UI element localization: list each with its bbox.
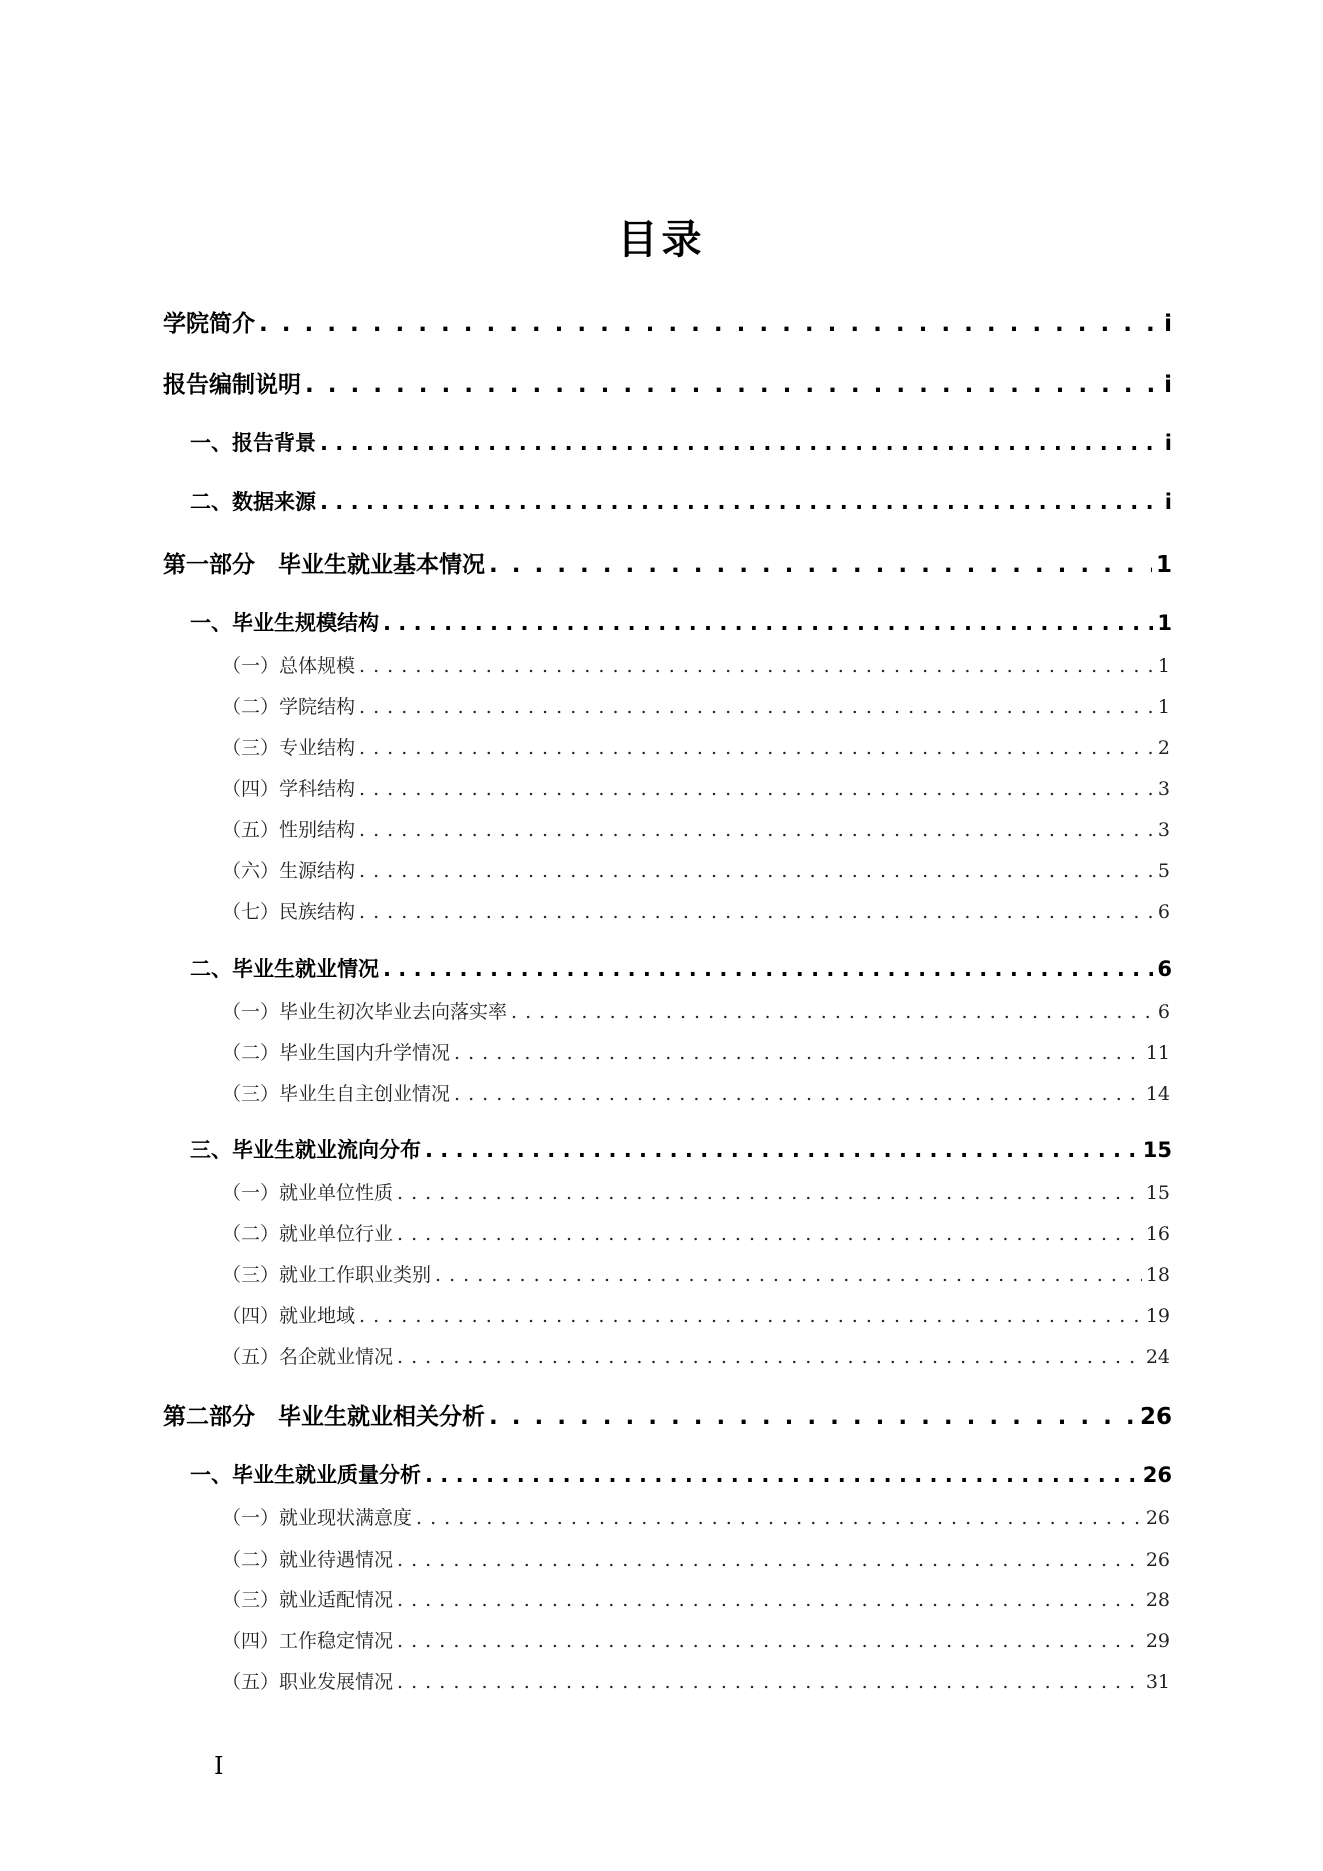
toc-entry-page: 6 [1157, 1001, 1170, 1023]
toc-entry-label: 第一部分 毕业生就业基本情况 [163, 552, 485, 578]
toc-entry-page: 18 [1145, 1264, 1170, 1286]
toc-entry-label: （四）学科结构 [222, 778, 356, 800]
toc-leader-dots [435, 1264, 1142, 1286]
toc-entry-page: 26 [1142, 1463, 1172, 1487]
toc-entry-page: 6 [1157, 901, 1170, 923]
toc-entry-page: 15 [1142, 1138, 1172, 1162]
toc-entry-label: （七）民族结构 [222, 901, 356, 923]
toc-entry[interactable] [222, 1545, 1170, 1575]
toc-entry-label: （一）总体规模 [222, 655, 356, 677]
toc-entry[interactable] [190, 953, 1172, 985]
toc-leader-dots [305, 372, 1160, 398]
toc-entry-page: 11 [1145, 1042, 1170, 1064]
toc-entry[interactable] [222, 1667, 1170, 1697]
toc-leader-dots [320, 431, 1161, 455]
toc-entry[interactable] [222, 1260, 1170, 1290]
toc-entry-label: （六）生源结构 [222, 860, 356, 882]
toc-entry[interactable] [190, 427, 1172, 459]
toc-entry-label: （一）就业现状满意度 [222, 1507, 413, 1529]
toc-entry-label: 一、报告背景 [190, 431, 316, 455]
toc-leader-dots [383, 611, 1153, 635]
toc-leader-dots [425, 1138, 1139, 1162]
toc-entry-page: 1 [1157, 611, 1172, 635]
toc-entry[interactable] [222, 651, 1170, 681]
toc-entry-label: （四）就业地域 [222, 1305, 356, 1327]
toc-entry[interactable] [190, 1134, 1172, 1166]
toc-entry-label: 二、数据来源 [190, 490, 316, 514]
toc-entry-page: 1 [1157, 655, 1170, 677]
toc-entry-label: 报告编制说明 [163, 372, 301, 398]
toc-entry-label: 二、毕业生就业情况 [190, 957, 379, 981]
toc-entry-page: i [1164, 311, 1172, 337]
page-number: I [214, 1752, 224, 1780]
toc-entry-page: 26 [1145, 1507, 1170, 1529]
toc-entry-page: 26 [1139, 1404, 1172, 1430]
toc-leader-dots [397, 1182, 1142, 1204]
toc-entry-label: （二）毕业生国内升学情况 [222, 1042, 451, 1064]
toc-leader-dots [397, 1589, 1142, 1611]
toc-entry[interactable] [222, 733, 1170, 763]
toc-entry-label: （五）性别结构 [222, 819, 356, 841]
toc-entry-label: 一、毕业生就业质量分析 [190, 1463, 421, 1487]
toc-entry-page: 19 [1145, 1305, 1170, 1327]
toc-leader-dots [416, 1507, 1142, 1529]
toc-entry-page: 29 [1145, 1630, 1170, 1652]
toc-entry-label: （三）专业结构 [222, 737, 356, 759]
toc-entry-label: （二）就业单位行业 [222, 1223, 394, 1245]
toc-entry-label: （三）就业工作职业类别 [222, 1264, 432, 1286]
toc-entry-page: 26 [1145, 1549, 1170, 1571]
toc-entry-page: i [1164, 490, 1172, 514]
toc-leader-dots [320, 490, 1161, 514]
toc-leader-dots [359, 737, 1154, 759]
toc-entry-label: （一）就业单位性质 [222, 1182, 394, 1204]
toc-leader-dots [397, 1223, 1142, 1245]
toc-entry-page: 14 [1145, 1083, 1170, 1105]
toc-leader-dots [359, 778, 1154, 800]
toc-entry[interactable] [163, 366, 1172, 400]
toc-entry-page: 5 [1157, 860, 1170, 882]
toc-entry-label: （一）毕业生初次毕业去向落实率 [222, 1001, 508, 1023]
toc-entry[interactable] [222, 1219, 1170, 1249]
toc-entry[interactable] [190, 607, 1172, 639]
toc-leader-dots [359, 901, 1154, 923]
toc-entry[interactable] [163, 305, 1172, 339]
toc-entry-page: 3 [1157, 819, 1170, 841]
toc-entry[interactable] [222, 774, 1170, 804]
toc-entry[interactable] [222, 997, 1170, 1027]
toc-entry-page: i [1164, 431, 1172, 455]
toc-leader-dots [454, 1042, 1142, 1064]
toc-entry-label: （二）就业待遇情况 [222, 1549, 394, 1571]
toc-entry-page: 15 [1145, 1182, 1170, 1204]
toc-entry-page: 24 [1145, 1346, 1170, 1368]
toc-entry[interactable] [222, 815, 1170, 845]
toc-entry-label: （四）工作稳定情况 [222, 1630, 394, 1652]
toc-entry-page: 1 [1155, 552, 1172, 578]
toc-entry-page: 16 [1145, 1223, 1170, 1245]
toc-title: 目录 [617, 217, 706, 263]
toc-entry-page: 28 [1145, 1589, 1170, 1611]
toc-leader-dots [454, 1083, 1142, 1105]
toc-entry-label: （三）毕业生自主创业情况 [222, 1083, 451, 1105]
toc-leader-dots [489, 1404, 1136, 1430]
toc-entry-label: 三、毕业生就业流向分布 [190, 1138, 421, 1162]
toc-entry[interactable] [222, 1626, 1170, 1656]
toc-leader-dots [397, 1671, 1142, 1693]
toc-entry-page: 3 [1157, 778, 1170, 800]
toc-entry[interactable] [222, 1079, 1170, 1109]
toc-leader-dots [359, 1305, 1142, 1327]
toc-leader-dots [425, 1463, 1139, 1487]
toc-entry[interactable] [190, 1459, 1172, 1491]
toc-leader-dots [397, 1346, 1142, 1368]
toc-entry[interactable] [222, 1585, 1170, 1615]
toc-entry[interactable] [222, 1178, 1170, 1208]
toc-leader-dots [359, 696, 1154, 718]
toc-entry-label: （五）名企就业情况 [222, 1346, 394, 1368]
toc-entry[interactable] [222, 1342, 1170, 1372]
toc-entry-page: 31 [1145, 1671, 1170, 1693]
toc-entry[interactable] [222, 692, 1170, 722]
toc-entry[interactable] [222, 1301, 1170, 1331]
toc-leader-dots [359, 655, 1154, 677]
toc-entry[interactable] [222, 856, 1170, 886]
toc-entry-label: 一、毕业生规模结构 [190, 611, 379, 635]
toc-entry-page: 1 [1157, 696, 1170, 718]
toc-entry-page: 2 [1157, 737, 1170, 759]
toc-entry[interactable] [163, 546, 1172, 580]
toc-leader-dots [359, 860, 1154, 882]
toc-leader-dots [397, 1630, 1142, 1652]
toc-leader-dots [397, 1549, 1142, 1571]
toc-entry-label: （五）职业发展情况 [222, 1671, 394, 1693]
toc-entry[interactable] [163, 1398, 1172, 1432]
toc-entry[interactable] [222, 1503, 1170, 1533]
toc-entry-label: 第二部分 毕业生就业相关分析 [163, 1404, 485, 1430]
toc-entry[interactable] [190, 486, 1172, 518]
toc-entry-page: 6 [1157, 957, 1172, 981]
toc-leader-dots [259, 311, 1160, 337]
toc-entry[interactable] [222, 1038, 1170, 1068]
toc-entry-label: （二）学院结构 [222, 696, 356, 718]
toc-leader-dots [489, 552, 1152, 578]
toc-entry-page: i [1164, 372, 1172, 398]
toc-leader-dots [511, 1001, 1154, 1023]
toc-leader-dots [383, 957, 1153, 981]
toc-entry-label: 学院简介 [163, 311, 255, 337]
toc-entry-label: （三）就业适配情况 [222, 1589, 394, 1611]
toc-entry[interactable] [222, 897, 1170, 927]
toc-leader-dots [359, 819, 1154, 841]
